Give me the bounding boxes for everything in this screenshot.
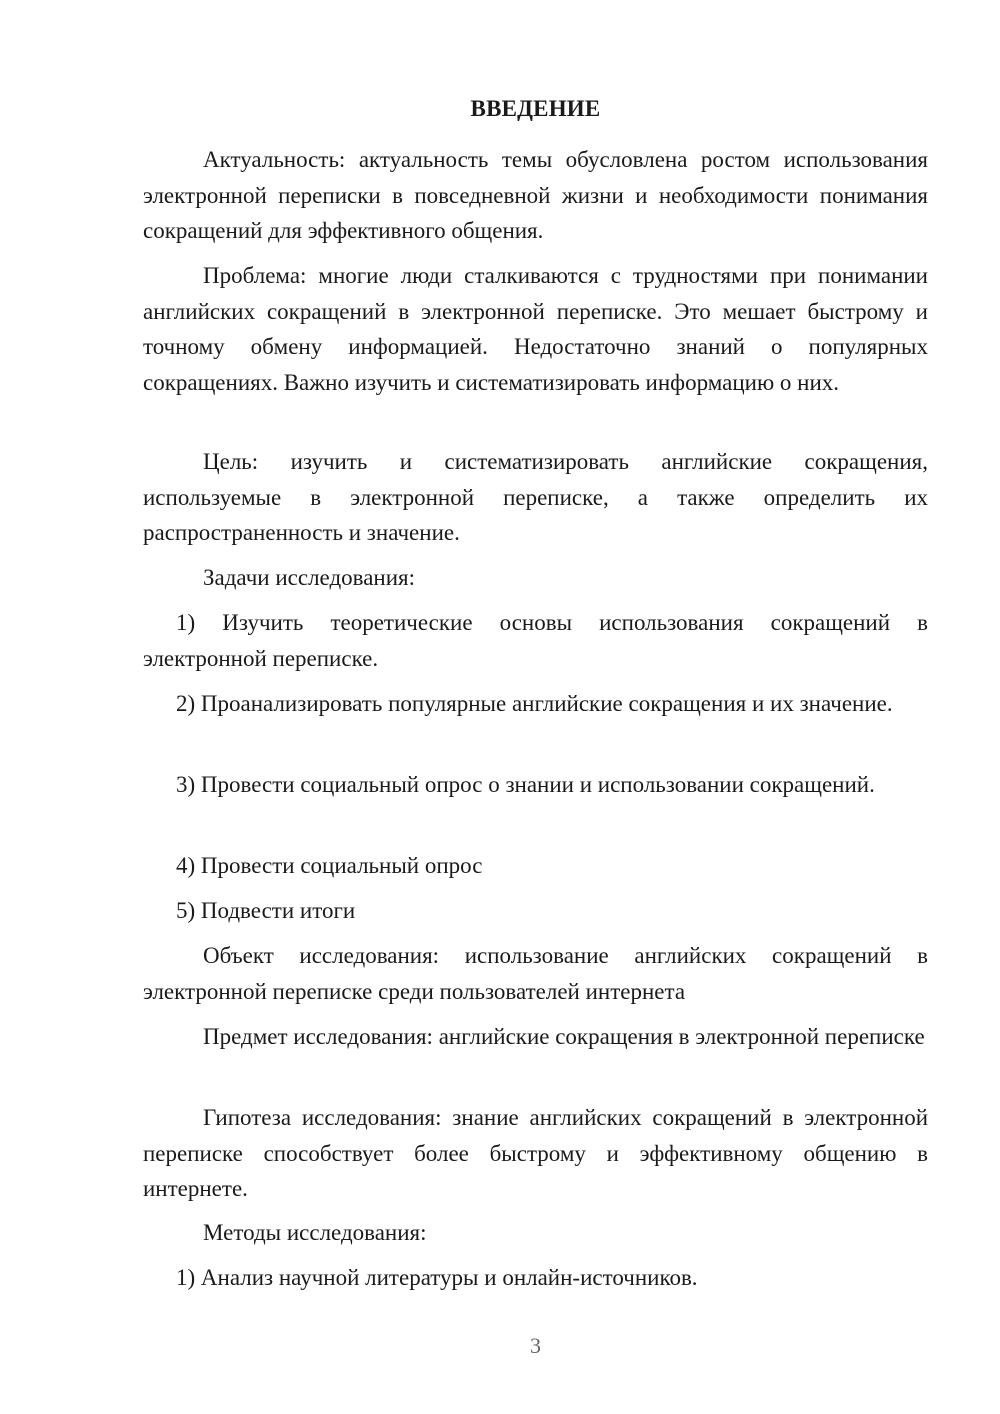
task-item-3: 3) Провести социальный опрос о знании и использовании сокращений. — [176, 772, 875, 797]
task-item-5: 5) Подвести итоги — [176, 898, 356, 923]
task-item-1: 1) Изучить теоретические основы использования сокращений в электронной переписке. — [143, 610, 928, 671]
paragraph-problem: Проблема: многие люди сталкиваются с трудностями при понимании английских сокращений в электронной переписке. Это мешает быстрому и точному обмену информацией. Недостаточно знаний о популярных сокращениях. Важно изучить и систематизировать информацию о них. — [143, 263, 928, 395]
paragraph-tasks-title: Задачи исследования: — [203, 565, 416, 590]
method-item-1: 1) Анализ научной литературы и онлайн-источников. — [176, 1265, 698, 1290]
section-heading: ВВЕДЕНИЕ — [470, 96, 601, 121]
paragraph-object: Объект исследования: использование английских сокращений в электронной переписке среди пользователей интернета — [143, 943, 928, 1004]
document-page — [143, 0, 928, 1414]
paragraph-methods-title: Методы исследования: — [203, 1220, 427, 1245]
paragraph-relevance: Актуальность: актуальность темы обусловлена ростом использования электронной переписки в повседневной жизни и необходимости понимания сокращений для эффективного общения. — [143, 147, 928, 243]
paragraph-subject: Предмет исследования: английские сокращения в электронной переписке — [203, 1024, 925, 1049]
task-item-2: 2) Проанализировать популярные английские сокращения и их значение. — [176, 691, 893, 716]
paragraph-goal: Цель: изучить и систематизировать английские сокращения, используемые в электронной переписке, а также определить их распространенность и значение. — [143, 449, 928, 545]
page-number: 3 — [530, 1333, 541, 1358]
paragraph-hypothesis: Гипотеза исследования: знание английских сокращений в электронной переписке способствует более быстрому и эффективному общению в интернете. — [143, 1105, 928, 1201]
task-item-4: 4) Провести социальный опрос — [176, 853, 483, 878]
